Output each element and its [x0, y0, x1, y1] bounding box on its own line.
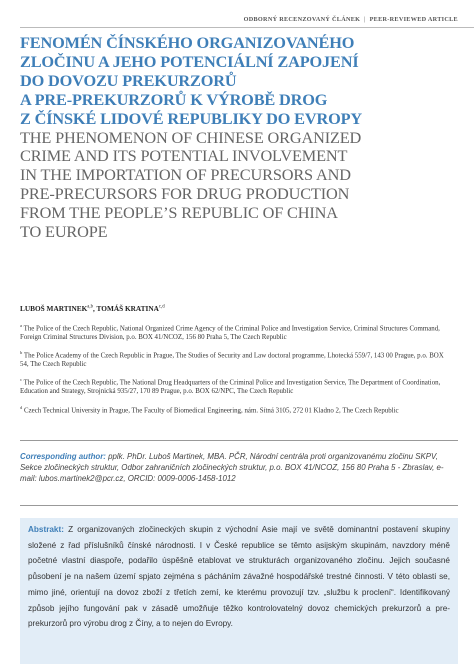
title-english	[20, 129, 466, 242]
title-en-line: PRE-PRECURSORS FOR DRUG PRODUCTION	[20, 184, 350, 204]
title-en-line: CRIME AND ITS POTENTIAL INVOLVEMENT	[20, 146, 348, 166]
abstract-box	[20, 518, 458, 664]
affiliation-marker: c	[20, 377, 22, 382]
title-cz-line: A PRE-PREKURZORŮ K VÝROBĚ DROG	[20, 89, 328, 109]
title-en-line: FROM THE PEOPLE’S REPUBLIC OF CHINA	[20, 203, 338, 223]
title-en-line: IN THE IMPORTATION OF PRECURSORS AND	[20, 165, 351, 185]
affiliation-marker: a	[20, 323, 22, 328]
abstract-paragraph	[20, 518, 458, 632]
abstract-label: Abstrakt:	[28, 525, 64, 534]
title-cz-line: FENOMÉN ČÍNSKÉHO ORGANIZOVANÉHO	[20, 33, 355, 52]
corresponding-author-label: Corresponding author:	[20, 452, 106, 461]
section-divider	[20, 505, 458, 506]
title-en-line: TO EUROPE	[20, 222, 108, 242]
affiliation-text: Czech Technical University in Prague, The Faculty of Biomedical Engineering, nám. Sítná 3105, 272 01 Kladno 2, The Czech Republic	[23, 407, 399, 415]
article-type-separator: |	[364, 16, 366, 23]
title-cz-line: DO DOVOZU PREKURZORŮ	[20, 70, 237, 90]
author-affiliation-marker: c,d	[158, 304, 165, 310]
author-separator: ,	[93, 304, 97, 313]
author-list	[20, 304, 165, 313]
affiliation-text: The Police Academy of the Czech Republic in Prague, The Studies of Security and Law doctoral programme, Lhotecká 559/7, 143 00 Prague, p.o. BOX 54, The Czech Republic	[20, 352, 444, 368]
author-affiliation-marker: a,b	[87, 304, 93, 310]
title-czech	[20, 34, 466, 129]
affiliation-marker: b	[20, 350, 23, 355]
affiliation-d	[20, 404, 452, 416]
title-block	[20, 34, 466, 242]
title-cz-line: Z ČÍNSKÉ LIDOVÉ REPUBLIKY DO EVROPY	[20, 108, 362, 128]
affiliation-a	[20, 322, 452, 342]
corresponding-author-text[interactable]: pplk. PhDr. Luboš Martinek, MBA. PČR, Národní centrála proti organizovanému zločinu SKPV, Sekce zločineckých struktur, Odbor zahraničních zločineckých struktur, p.o. BOX 41/NCOZ, 156 80 Praha 5 - Zbraslav, e-mail: lubos.martinek2@pcr.cz, ORCID: 0009-0006-1458-1012	[20, 452, 444, 484]
author-name: LUBOŠ MARTINEK	[20, 304, 88, 313]
abstract-text: Z organizovaných zločineckých skupin z východní Asie mají ve světě dominantní postavení skupiny složené z řad příslušníků čínské národnosti. I v České republice se těmto asijským skupinám, navzdory méně početné vlastní diaspoře, podařilo úspěšně etablovat ve strukturách organizovaného zločinu. Jejich současné působení je na našem území spjato zejména s pácháním závažné hospodářské trestné činnosti. V této oblasti se, mimo jiné, orientují na dovoz zboží z třetích zemí, ke kterému provozují tzv. „službu k proclení“. Identifikovaný způsob jejího fungování pak v zásadě umožňuje těžko kontrolovatelný dovoz chemických prekurzorů a pre-prekurzorů pro výrobu drog z Číny, a to nejen do Evropy.	[28, 525, 450, 629]
title-en-line: THE PHENOMENON OF CHINESE ORGANIZED	[20, 127, 362, 147]
title-cz-line: ZLOČINU A JEHO POTENCIÁLNÍ ZAPOJENÍ	[20, 51, 359, 71]
affiliation-c	[20, 376, 452, 396]
article-type-cz: ODBORNÝ RECENZOVANÝ ČLÁNEK	[243, 16, 361, 23]
article-type-en: PEER-REVIEWED ARTICLE	[369, 16, 458, 23]
affiliation-b	[20, 349, 452, 369]
article-type-header	[244, 16, 458, 23]
corresponding-author	[20, 451, 454, 485]
section-divider	[20, 440, 458, 441]
header-divider	[20, 27, 474, 28]
affiliation-text: The Police of the Czech Republic, National Organized Crime Agency of the Criminal Police and Investigation Service, Criminal Structures Command, Foreign Criminal Structures Division, p.o. BOX 41/NCOZ, 156 80 Praha 5, The Czech Republic	[20, 325, 440, 341]
affiliation-text: The Police of the Czech Republic, The National Drug Headquarters of the Criminal Police and Investigation Service, The Department of Coordination, Education and Strategy, Strojnická 935/27, 170 89 Prague, p.o. BOX 62/NPC, The Czech Republic	[20, 379, 441, 395]
affiliation-marker: d	[20, 405, 23, 410]
author-name: TOMÁŠ KRATINA	[96, 304, 159, 313]
